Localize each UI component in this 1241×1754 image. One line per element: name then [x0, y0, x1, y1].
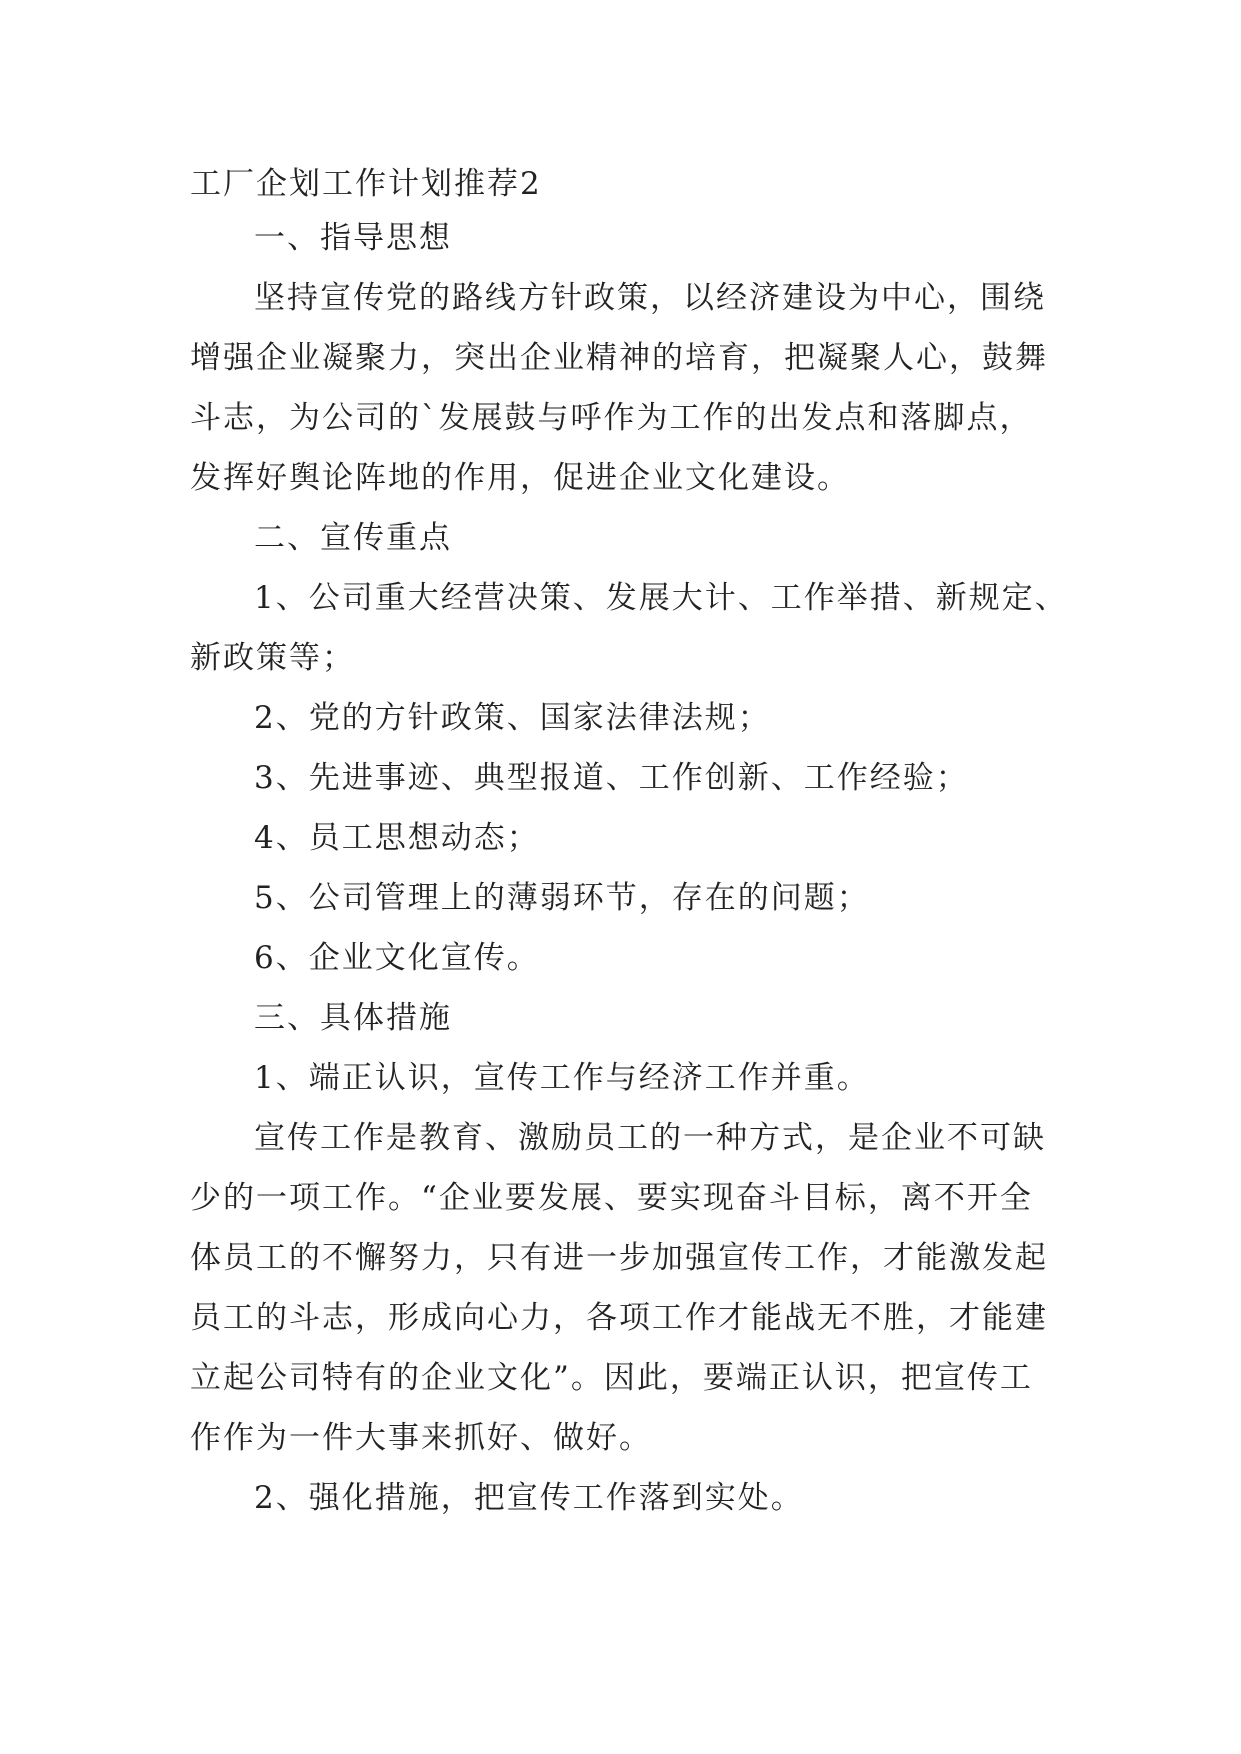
paragraph-line: 员工的斗志，形成向心力，各项工作才能战无不胜，才能建 [190, 1300, 1048, 1336]
paragraph-line: 坚持宣传党的路线方针政策，以经济建设为中心，围绕 [254, 280, 1046, 316]
paragraph-line: 斗志，为公司的`发展鼓与呼作为工作的出发点和落脚点， [190, 400, 1033, 436]
focus-item-5: 5、公司管理上的薄弱环节，存在的问题； [254, 880, 870, 916]
focus-item-2: 2、党的方针政策、国家法律法规； [254, 700, 771, 736]
paragraph-line: 增强企业凝聚力，突出企业精神的培育，把凝聚人心，鼓舞 [190, 340, 1048, 376]
paragraph-line: 立起公司特有的企业文化”。因此，要端正认识，把宣传工 [190, 1360, 1033, 1396]
section-heading-publicity-focus: 二、宣传重点 [254, 520, 452, 556]
guiding-thought-paragraph [190, 268, 1070, 508]
paragraph-line: 体员工的不懈努力，只有进一步加强宣传工作，才能激发起 [190, 1240, 1048, 1276]
paragraph-line: 发挥好舆论阵地的作用，促进企业文化建设。 [190, 460, 850, 496]
document-title: 工厂企划工作计划推荐2 [190, 166, 542, 202]
measure-item-1: 1、端正认识，宣传工作与经济工作并重。 [254, 1060, 870, 1096]
section-heading-guiding-thought: 一、指导思想 [254, 220, 452, 256]
focus-item-1 [190, 568, 1070, 688]
paragraph-line: 新政策等； [190, 640, 355, 676]
paragraph-line: 少的一项工作。“企业要发展、要实现奋斗目标，离不开全 [190, 1180, 1033, 1216]
measure-item-2: 2、强化措施，把宣传工作落到实处。 [254, 1480, 804, 1516]
focus-item-4: 4、员工思想动态； [254, 820, 540, 856]
focus-item-3: 3、先进事迹、典型报道、工作创新、工作经验； [254, 760, 969, 796]
section-heading-specific-measures: 三、具体措施 [254, 1000, 452, 1036]
document-body [190, 160, 1070, 1528]
measure-1-paragraph [190, 1108, 1070, 1468]
focus-item-6: 6、企业文化宣传。 [254, 940, 540, 976]
paragraph-line: 作作为一件大事来抓好、做好。 [190, 1420, 652, 1456]
paragraph-line: 1、公司重大经营决策、发展大计、工作举措、新规定、 [254, 580, 1068, 616]
paragraph-line: 宣传工作是教育、激励员工的一种方式，是企业不可缺 [254, 1120, 1046, 1156]
